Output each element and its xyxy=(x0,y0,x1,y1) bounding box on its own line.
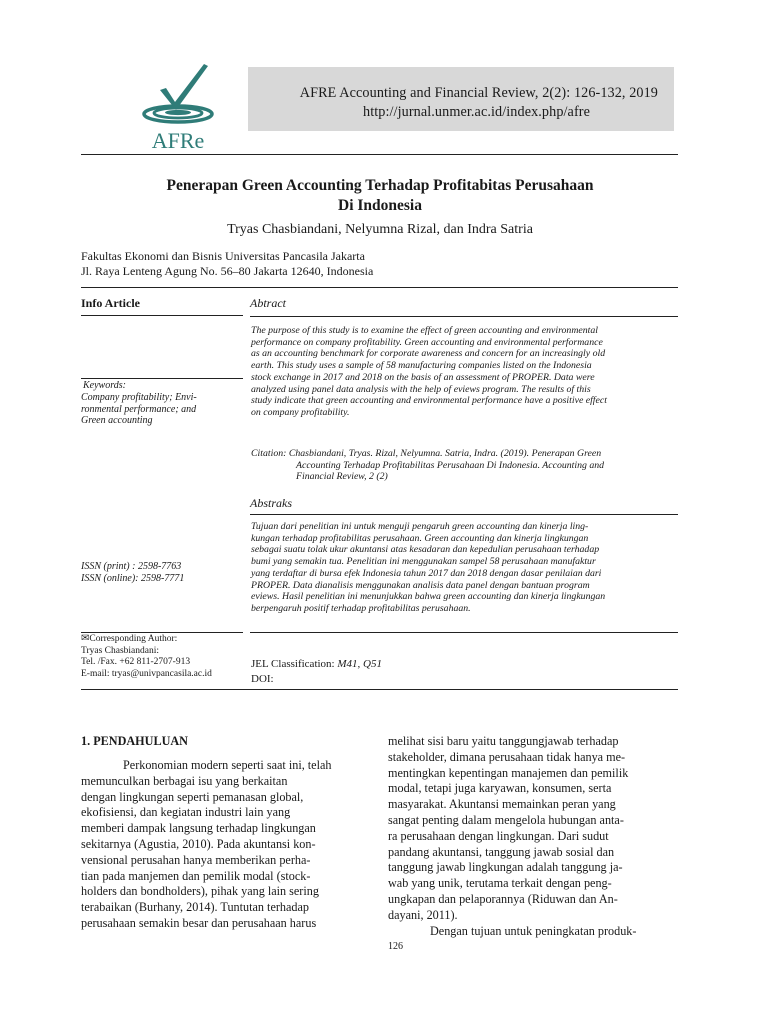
abstraks-rule-top xyxy=(250,514,678,515)
body-line: memberi dampak langsung terhadap lingkungan xyxy=(81,821,316,836)
body-line: stakeholder, dimana perusahaan tidak hanya me- xyxy=(388,749,626,764)
journal-citation-line: AFRE Accounting and Financial Review, 2(2): 126-132, 2019 xyxy=(299,85,658,101)
abstract-body xyxy=(251,325,677,419)
citation-line: Citation: Chasbiandani, Tryas. Rizal, Nelyumna. Satria, Indra. (2019). Penerapan Green xyxy=(251,448,602,459)
keywords-list xyxy=(81,392,241,427)
abstraks-line: Tujuan dari penelitian ini untuk menguji pengaruh green accounting dan kinerja ling- xyxy=(251,521,589,532)
abstraks-line: kungan terhadap profitabilitas perusahaan. Green accounting dan kinerja lingkungan xyxy=(251,532,589,544)
info-top-divider xyxy=(81,287,678,288)
body-line: modal, tetapi juga karyawan, konsumen, serta xyxy=(388,781,612,796)
issn-print: ISSN (print) : 2598-7763 xyxy=(81,561,182,572)
keywords-line: ronmental performance; and xyxy=(81,403,197,415)
corresponding-label: Corresponding Author: xyxy=(89,634,178,644)
body-line: sangat penting dalam mengelola hubungan anta- xyxy=(388,812,624,827)
abstraks-line: bumi yang semakin tua. Penelitian ini menggunakan sampel 58 perusahaan manufaktur xyxy=(251,556,596,568)
citation-block xyxy=(251,448,677,483)
abstraks-line: yang terdaftar di bursa efek Indonesia tahun 2017 dan 2018 dengan dasar penilaian dari xyxy=(251,567,602,579)
body-line: pandang akuntansi, tanggung jawab sosial dan xyxy=(388,844,615,859)
body-line: masyarakat. Akuntansi memainkan peran yang xyxy=(388,797,616,812)
article-authors: Tryas Chasbiandani, Nelyumna Rizal, dan Indra Satria xyxy=(227,222,533,237)
abstraks-heading: Abstraks xyxy=(250,496,292,510)
keywords-line: Company profitability; Envi- xyxy=(81,392,197,403)
body-line: mentingkan kepentingan manajemen dan pemilik xyxy=(388,765,629,780)
abstract-rule-top xyxy=(250,316,678,317)
abstraks-line: sebagai suatu tolak ukur akuntansi atas kesadaran dan kepedulian perusahaan terhadap xyxy=(251,544,600,556)
body-column-right xyxy=(388,734,680,939)
journal-header-box xyxy=(248,67,674,131)
page-number: 126 xyxy=(388,941,403,952)
body-line: terabaikan (Burhany, 2014). Tuntutan terhadap xyxy=(81,900,310,915)
body-line: melihat sisi baru yaitu tanggungjawab terhadap xyxy=(388,734,619,748)
abstract-heading: Abtract xyxy=(250,296,286,310)
body-line: memunculkan berbagai isu yang berkaitan xyxy=(81,773,288,788)
doi-label: DOI: xyxy=(251,673,274,685)
body-line: ekofisiensi, dan kegiatan industri lain yang xyxy=(81,805,291,820)
title-line-2: Di Indonesia xyxy=(338,197,422,214)
abstract-line: as an accounting benchmark for corporate awareness and concern for an increasingly old xyxy=(251,348,606,360)
sidebar-rule-top xyxy=(81,315,243,316)
article-title xyxy=(100,176,660,216)
abstract-line: stock exchange in 2017 and 2018 on the basis of an assessment of PROPER. Data were xyxy=(251,371,595,383)
jel-value: M41, Q51 xyxy=(337,658,382,670)
body-line: wab yang unik, terutama terkait dengan peng- xyxy=(388,876,612,891)
body-line: Perkonomian modern seperti saat ini, telah xyxy=(123,758,332,772)
journal-url[interactable]: http://jurnal.unmer.ac.id/index.php/afre xyxy=(363,104,590,120)
body-line: dayani, 2011). xyxy=(388,907,458,922)
citation-line: Accounting Terhadap Profitabilitas Perusahaan Di Indonesia. Accounting and xyxy=(296,459,605,471)
corresponding-phone: Tel. /Fax. +62 811-2707-913 xyxy=(81,657,191,668)
corresponding-author-block xyxy=(81,633,212,681)
body-line: ra perusahaan dengan lingkungan. Dari sudut xyxy=(388,828,609,843)
abstract-line: performance on company profitability. Green accounting and environmental performance xyxy=(251,336,603,348)
body-column-left xyxy=(81,758,373,932)
header-divider xyxy=(81,154,678,155)
body-line: dengan lingkungan seperti pemanasan global, xyxy=(81,789,304,804)
body-line: holders dan bondholders), pihak yang lain sering xyxy=(81,884,319,899)
citation-line: Financial Review, 2 (2) xyxy=(296,471,388,483)
afre-logo xyxy=(138,62,218,154)
title-line-1: Penerapan Green Accounting Terhadap Profitabitas Perusahaan xyxy=(166,177,594,194)
issn-online: ISSN (online): 2598-7771 xyxy=(81,573,185,584)
corresponding-label-row xyxy=(81,633,212,646)
abstraks-rule-bottom xyxy=(250,632,678,633)
body-line: perusahaan semakin besar dan perusahaan harus xyxy=(81,915,317,930)
affiliation-line-2: Jl. Raya Lenteng Agung No. 56–80 Jakarta 12640, Indonesia xyxy=(81,264,374,278)
keywords-line: Green accounting xyxy=(81,415,153,426)
front-matter-bottom-divider xyxy=(81,689,678,690)
abstract-line: study indicate that green accounting and environmental performance have a positive effect xyxy=(251,395,607,407)
keywords-label: Keywords: xyxy=(83,380,126,391)
section-heading: 1. PENDAHULUAN xyxy=(81,734,188,748)
sidebar-rule-keywords xyxy=(81,378,243,379)
body-line: tian pada manjemen dan pemilik modal (stock- xyxy=(81,868,311,883)
abstract-line: earth. This study uses a sample of 58 manufacturing companies listed on the Indonesia xyxy=(251,360,592,372)
abstract-line: on company profitability. xyxy=(251,406,350,418)
corresponding-name: Tryas Chasbiandani: xyxy=(81,645,160,656)
body-line: Dengan tujuan untuk peningkatan produk- xyxy=(430,923,637,938)
body-line: ungkapan dan pelaporannya (Riduwan dan An- xyxy=(388,891,618,906)
affiliation-line-1: Fakultas Ekonomi dan Bisnis Universitas Pancasila Jakarta xyxy=(81,249,365,263)
abstraks-line: berpengaruh positif terhadap profitabilitas perusahaan. xyxy=(251,602,471,614)
abstraks-line: PROPER. Data dianalisis menggunakan analisis data panel dengan bantuan program xyxy=(251,579,590,591)
abstract-line: The purpose of this study is to examine the effect of green accounting and environmental xyxy=(251,325,598,336)
body-line: tanggung jawab lingkungan adalah tanggung ja- xyxy=(388,860,623,875)
jel-classification xyxy=(251,658,382,670)
abstraks-body xyxy=(251,521,677,615)
corresponding-email[interactable]: E-mail: tryas@univpancasila.ac.id xyxy=(81,669,212,680)
info-article-heading: Info Article xyxy=(81,296,140,310)
logo-text: AFRe xyxy=(151,128,205,153)
abstract-line: analyzed using panel data analysis with the help of eviews program. The results of this xyxy=(251,383,591,395)
jel-label: JEL Classification: xyxy=(251,658,338,670)
body-line: vensional perusahan hanya memberikan perha- xyxy=(81,852,311,867)
abstraks-line: eviews. Hasil penelitian ini menunjukkan bahwa green accounting dan kinerja lingkungan xyxy=(251,591,606,603)
body-line: sekitarnya (Agustia, 2010). Pada akuntansi kon- xyxy=(81,836,316,851)
envelope-icon: ✉ xyxy=(81,633,90,644)
